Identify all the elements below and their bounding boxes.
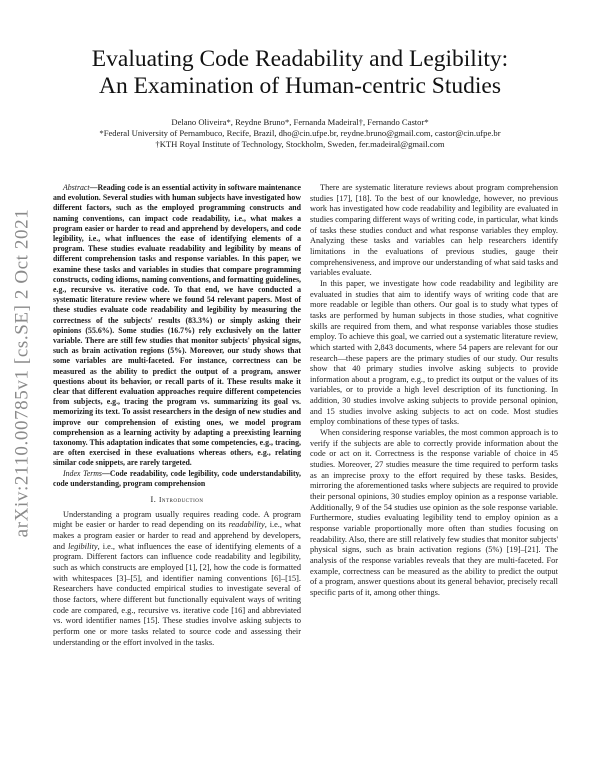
index-terms xyxy=(53,469,301,489)
right-paragraph-2: In this paper, we investigate how code readability and legibility are evaluated in studies that aim to identify ways of writing code that are more readable or legible than others. Our goal is to study what types of tasks are performed by human subjects in those studies, what cognitive skills are required from them, and what response variables those studies employ. To achieve this goal, we carried out a systematic literature review, which started with 2,843 documents, where 54 papers are relevant for our research—these papers are the primary studies of our study. Our results show that 40 primary studies involve asking subjects to provide information about a program, e.g., to predict its output or the values of its variables, or to provide a high level description of its functioning. In addition, 30 studies involve asking subjects to provide personal opinion, and 15 studies involve asking subjects to act on code. Most studies employ combinations of these types of tasks. xyxy=(310,278,558,427)
right-paragraph-1: There are systematic literature reviews about program comprehension studies [17], [18]. To the best of our knowledge, however, no previous work has investigated how code readability and legibility are evaluated in studies comparing different ways of writing code, in particular, what kinds of tasks these studies conduct and what response variables they employ. Analyzing these tasks and variables can help researchers identify limitations in the evaluations of previous studies, gauge their comprehensiveness, and improve our understanding of what said tasks and variables evaluate. xyxy=(310,183,558,278)
intro-term-readability: readability xyxy=(228,520,265,530)
index-terms-body: —Code readability, code legibility, code understandability, code understanding, program comprehension xyxy=(53,468,302,488)
arxiv-identifier-text: arXiv:2110.00785v1 [cs.SE] 2 Oct 2021 xyxy=(11,208,32,538)
abstract-body: —Reading code is an essential activity in software maintenance and evolution. Several studies with human subjects have investigated how different factors, such as the employed programming constructs and naming conventions, can impact code readability, i.e., what makes a program easier or harder to read and apprehend by developers, and code legibility, i.e., what influences the ease of identifying elements of a program. These studies evaluate readability and legibility by means of different comprehension tasks and response variables. In this paper, we examine these tasks and variables in studies that compare programming constructs, coding idioms, naming conventions, and formatting guidelines, e.g., recursive vs. iterative code. To that end, we have conducted a systematic literature review where we found 54 relevant papers. Most of these studies evaluate code readability and legibility by measuring the correctness of the subjects' results (83.3%) or simply asking their opinions (55.6%). Some studies (16.7%) rely exclusively on the latter variable. There are still few studies that monitor subjects' physical signs, such as brain activation regions (5%). Moreover, our study shows that some variables are multi-faceted. For instance, correctness can be measured as the ability to predict the output of a program, answer questions about its behavior, or recall parts of it. These results make it clear that different evaluation approaches require different competencies from subjects, e.g., tracing the program vs. summarizing its goal vs. memorizing its text. To assist researchers in the design of new studies and improve our comprehension of existing ones, we model program comprehension as a learning activity by adapting a preexisting learning taxonomy. This adaptation indicates that some competencies, e.g., tracing, are often exercised in these evaluations whereas others, e.g., relating similar code snippets, are rarely targeted. xyxy=(53,183,301,468)
index-terms-label: Index Terms xyxy=(63,468,102,478)
section-heading xyxy=(53,495,301,506)
title-line-2: An Examination of Human-centric Studies xyxy=(98,73,501,99)
arxiv-identifier xyxy=(4,168,40,578)
paper-title xyxy=(40,46,560,100)
intro-paragraph-1 xyxy=(53,510,301,649)
right-column xyxy=(310,183,558,599)
section-number: I. xyxy=(150,495,159,505)
intro-text-b: , i.e., what makes a program easier or harder to read and apprehend by developers, and xyxy=(53,520,302,551)
author-names: Delano Oliveira*, Reydne Bruno*, Fernanda Madeiral†, Fernando Castor* xyxy=(171,117,429,127)
section-title: Introduction xyxy=(158,496,204,505)
intro-term-legibility: legibility xyxy=(68,541,98,551)
intro-text-a: Understanding a program usually requires reading code. A program might be easier or harder to read depending on its xyxy=(53,509,301,530)
abstract-label: Abstract xyxy=(63,183,90,192)
left-column xyxy=(53,183,301,648)
author-block xyxy=(40,117,560,150)
title-line-1: Evaluating Code Readability and Legibility: xyxy=(91,46,509,72)
affiliation-1: *Federal University of Pernambuco, Recife, Brazil, dho@cin.ufpe.br, reydne.bruno@gmail.com, castor@cin.ufpe.br xyxy=(99,128,501,138)
right-paragraph-3: When considering response variables, the most common approach is to verify if the subjects are able to correctly provide information about the code or act on it. Correctness is the response variable of choice in 45 studies. Moreover, 27 studies measure the time required to perform tasks as an imprecise proxy to the effort required by these tasks. Besides, mirroring the aforementioned tasks where subjects are required to provide their personal opinions, 30 studies employ opinion as a response variable. Additionally, 9 of the 54 studies use opinion as the sole response variable. Furthermore, studies evaluating legibility tend to employ opinion as a response variable proportionally more often than studies focusing on readability. Also, there are still relatively few studies that monitor subjects' physical signs, such as brain activation regions (5%) [19]–[21]. The analysis of the response variables reveals that they are multi-faceted. For example, correctness can be measured as the ability to predict the output of a program, answer questions about its general behavior, precisely recall specific parts of it, among other things. xyxy=(310,428,558,597)
abstract xyxy=(53,183,301,469)
affiliation-2: †KTH Royal Institute of Technology, Stockholm, Sweden, fer.madeiral@gmail.com xyxy=(155,139,445,149)
intro-text-c: , i.e., what influences the ease of identifying elements of a program. Different factors can influence code readability and legibility, such as which constructs are employed [1], [2], how the code is formatted with whitespaces [3]–[5], and identifier naming conventions [6]–[15]. Researchers have conducted empirical studies to investigate several of those factors, where different but functionally equivalent ways of writing code are compared, e.g., recursive vs. iterative code [16] and abbreviated vs. word identifier names [15]. These studies involve asking subjects to perform one or more tasks related to source code and assessing their understanding or the effort involved in the tasks. xyxy=(53,541,301,647)
